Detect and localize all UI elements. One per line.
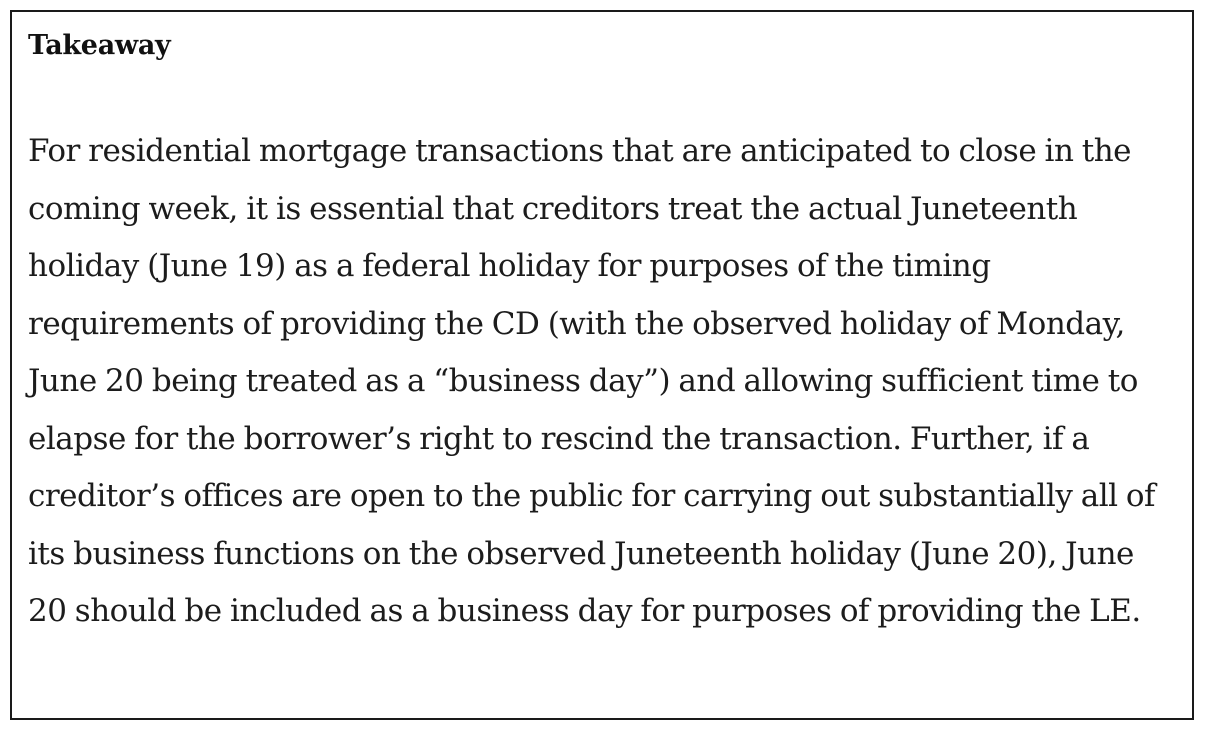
takeaway-body: For residential mortgage transactions that are anticipated to close in the coming week, it is essential that creditors treat the actual Juneteenth holiday (June 19) as a federal holiday for purposes of the timing requirements of providing the CD (with the observed holiday of Monday, June 20 being treated as a “business day”) and allowing sufficient time to elapse for the borrower’s right to rescind the transaction. Further, if a creditor’s offices are open to the public for carrying out substantially all of its business functions on the observed Juneteenth holiday (June 20), June 20 should be included as a business day for purposes of providing the LE. bbox=[28, 133, 1156, 629]
takeaway-heading: Takeaway bbox=[28, 30, 171, 61]
takeaway-box bbox=[10, 10, 1194, 720]
